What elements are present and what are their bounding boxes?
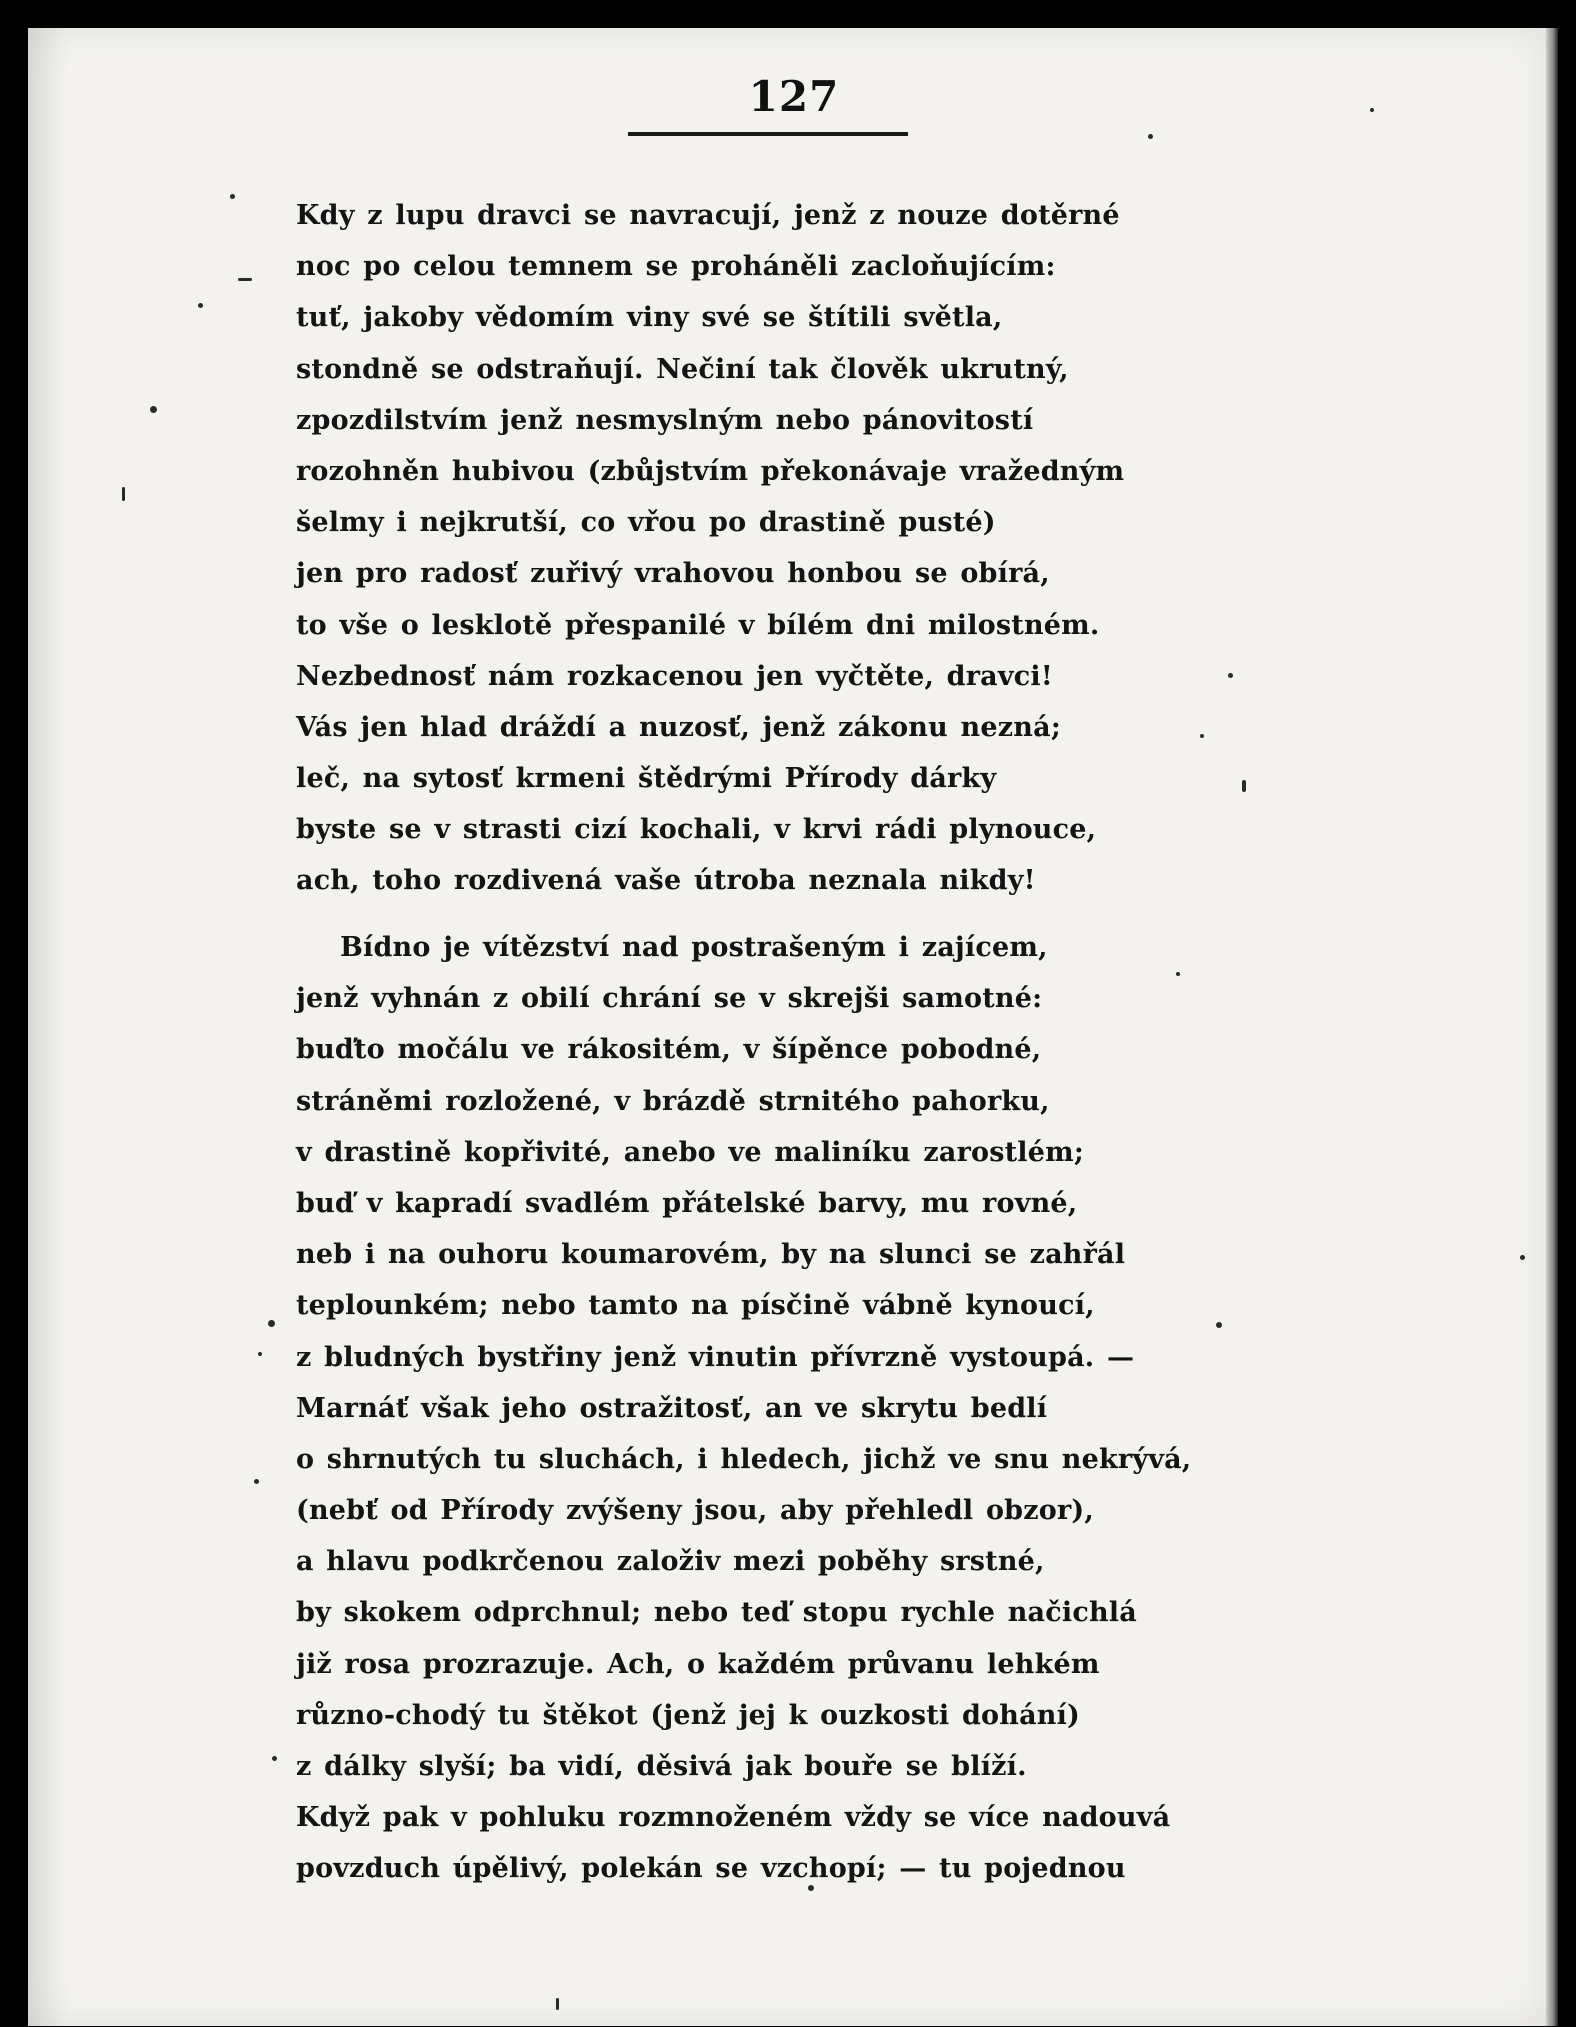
verse-line: buďto močálu ve rákositém, v šípěnce pobodné, (296, 1034, 1042, 1066)
scan-speck (268, 1320, 275, 1327)
scan-speck (1200, 734, 1204, 738)
stanza-2 (296, 922, 1191, 1895)
verse-line: ach, toho rozdivená vaše útroba neznala nikdy! (296, 865, 1036, 897)
verse-line: zpozdilstvím jenž nesmyslným nebo pánovitostí (296, 404, 1034, 436)
verse-line: Marnáť však jeho ostražitosť, an ve skrytu bedlí (296, 1392, 1048, 1424)
verse-line: z dálky slyší; ba vidí, děsivá jak bouře se blíží. (296, 1751, 1027, 1782)
verse-line: byste se v strasti cizí kochali, v krvi rádi plynouce, (296, 814, 1097, 846)
verse-line: Když pak v pohluku rozmnoženém vždy se více nadouvá (296, 1802, 1171, 1834)
scan-speck (1148, 134, 1153, 139)
page-number: 127 (748, 72, 840, 121)
verse-line: jenž vyhnán z obilí chrání se v skrejši samotné: (296, 983, 1043, 1015)
scan-speck (258, 1352, 262, 1356)
scan-speck (150, 406, 157, 413)
verse-line: různo-chodý tu štěkot (jenž jej k ouzkosti dohání) (296, 1699, 1081, 1731)
scan-speck (1228, 673, 1233, 678)
verse-line: to vše o lesklotě přespanilé v bílém dni milostném. (296, 609, 1100, 641)
verse-line: již rosa prozrazuje. Ach, o každém průvanu lehkém (296, 1648, 1100, 1680)
verse-line: v drastině kopřivité, anebo ve maliníku zarostlém; (296, 1136, 1085, 1168)
scan-speck (254, 1479, 259, 1484)
verse-line: by skokem odprchnul; nebo teď stopu rychle načichlá (296, 1597, 1137, 1629)
verse-line: rozohněn hubivou (zbůjstvím překonávaje vražedným (296, 455, 1125, 487)
page-number-rule (628, 132, 908, 136)
verse-line: stráněmi rozložené, v brázdě strnitého pahorku, (296, 1085, 1050, 1117)
verse-line: povzduch úpělivý, polekán se vzchopí; — tu pojednou (296, 1853, 1126, 1885)
verse-line: Nezbednosť nám rozkacenou jen vyčtěte, dravci! (296, 660, 1053, 692)
verse-line: leč, na sytosť krmeni štědrými Přírody dárky (296, 763, 997, 795)
page-edge (1546, 28, 1558, 2026)
scan-speck (230, 194, 235, 199)
verse-line: a hlavu podkrčenou založiv mezi poběhy srstné, (296, 1546, 1045, 1578)
verse-line: Bídno je vítězství nad postrašeným i zajícem, (340, 932, 1048, 963)
verse-line: tuť, jakoby vědomím viny své se štítili světla, (296, 302, 1003, 334)
verse-line: z bludných bystřiny jenž vinutin přívrzně vystoupá. — (296, 1341, 1135, 1373)
scan-speck (556, 1998, 559, 2010)
verse-line: o shrnutých tu sluchách, i hledech, jichž ve snu nekrývá, (296, 1443, 1192, 1475)
scan-speck (808, 1885, 814, 1891)
verse-line: buď v kapradí svadlém přátelské barvy, mu rovné, (296, 1187, 1078, 1219)
verse-line: neb i na ouhoru koumarovém, by na slunci se zahřál (296, 1239, 1126, 1271)
scan-speck (238, 278, 252, 281)
scan-speck (272, 1756, 277, 1761)
verse-line: teplounkém; nebo tamto na písčině vábně kynoucí, (296, 1290, 1095, 1322)
stanza-1 (296, 190, 1124, 907)
verse-line: (nebť od Přírody zvýšeny jsou, aby přehledl obzor), (296, 1495, 1094, 1527)
scan-speck (1242, 780, 1246, 792)
scan-top-bar (870, 14, 990, 28)
scan-speck (1520, 1255, 1525, 1260)
scan-speck (1370, 108, 1374, 112)
verse-line: Kdy z lupu dravci se navracují, jenž z nouze dotěrné (296, 200, 1120, 231)
scan-speck (1176, 972, 1180, 976)
verse-line: stondně se odstraňují. Nečiní tak člověk ukrutný, (296, 353, 1069, 385)
scan-speck (198, 303, 203, 308)
scan-speck (1216, 1322, 1222, 1328)
verse-line: Vás jen hlad dráždí a nuzosť, jenž zákonu nezná; (296, 711, 1061, 743)
verse-line: jen pro radosť zuřivý vrahovou honbou se obírá, (296, 558, 1050, 590)
verse-line: šelmy i nejkrutší, co vřou po drastině pusté) (296, 507, 996, 539)
verse-line: noc po celou temnem se proháněli zacloňujícím: (296, 251, 1056, 283)
page-gutter-shadow (28, 28, 68, 2026)
scan-speck (122, 487, 125, 501)
